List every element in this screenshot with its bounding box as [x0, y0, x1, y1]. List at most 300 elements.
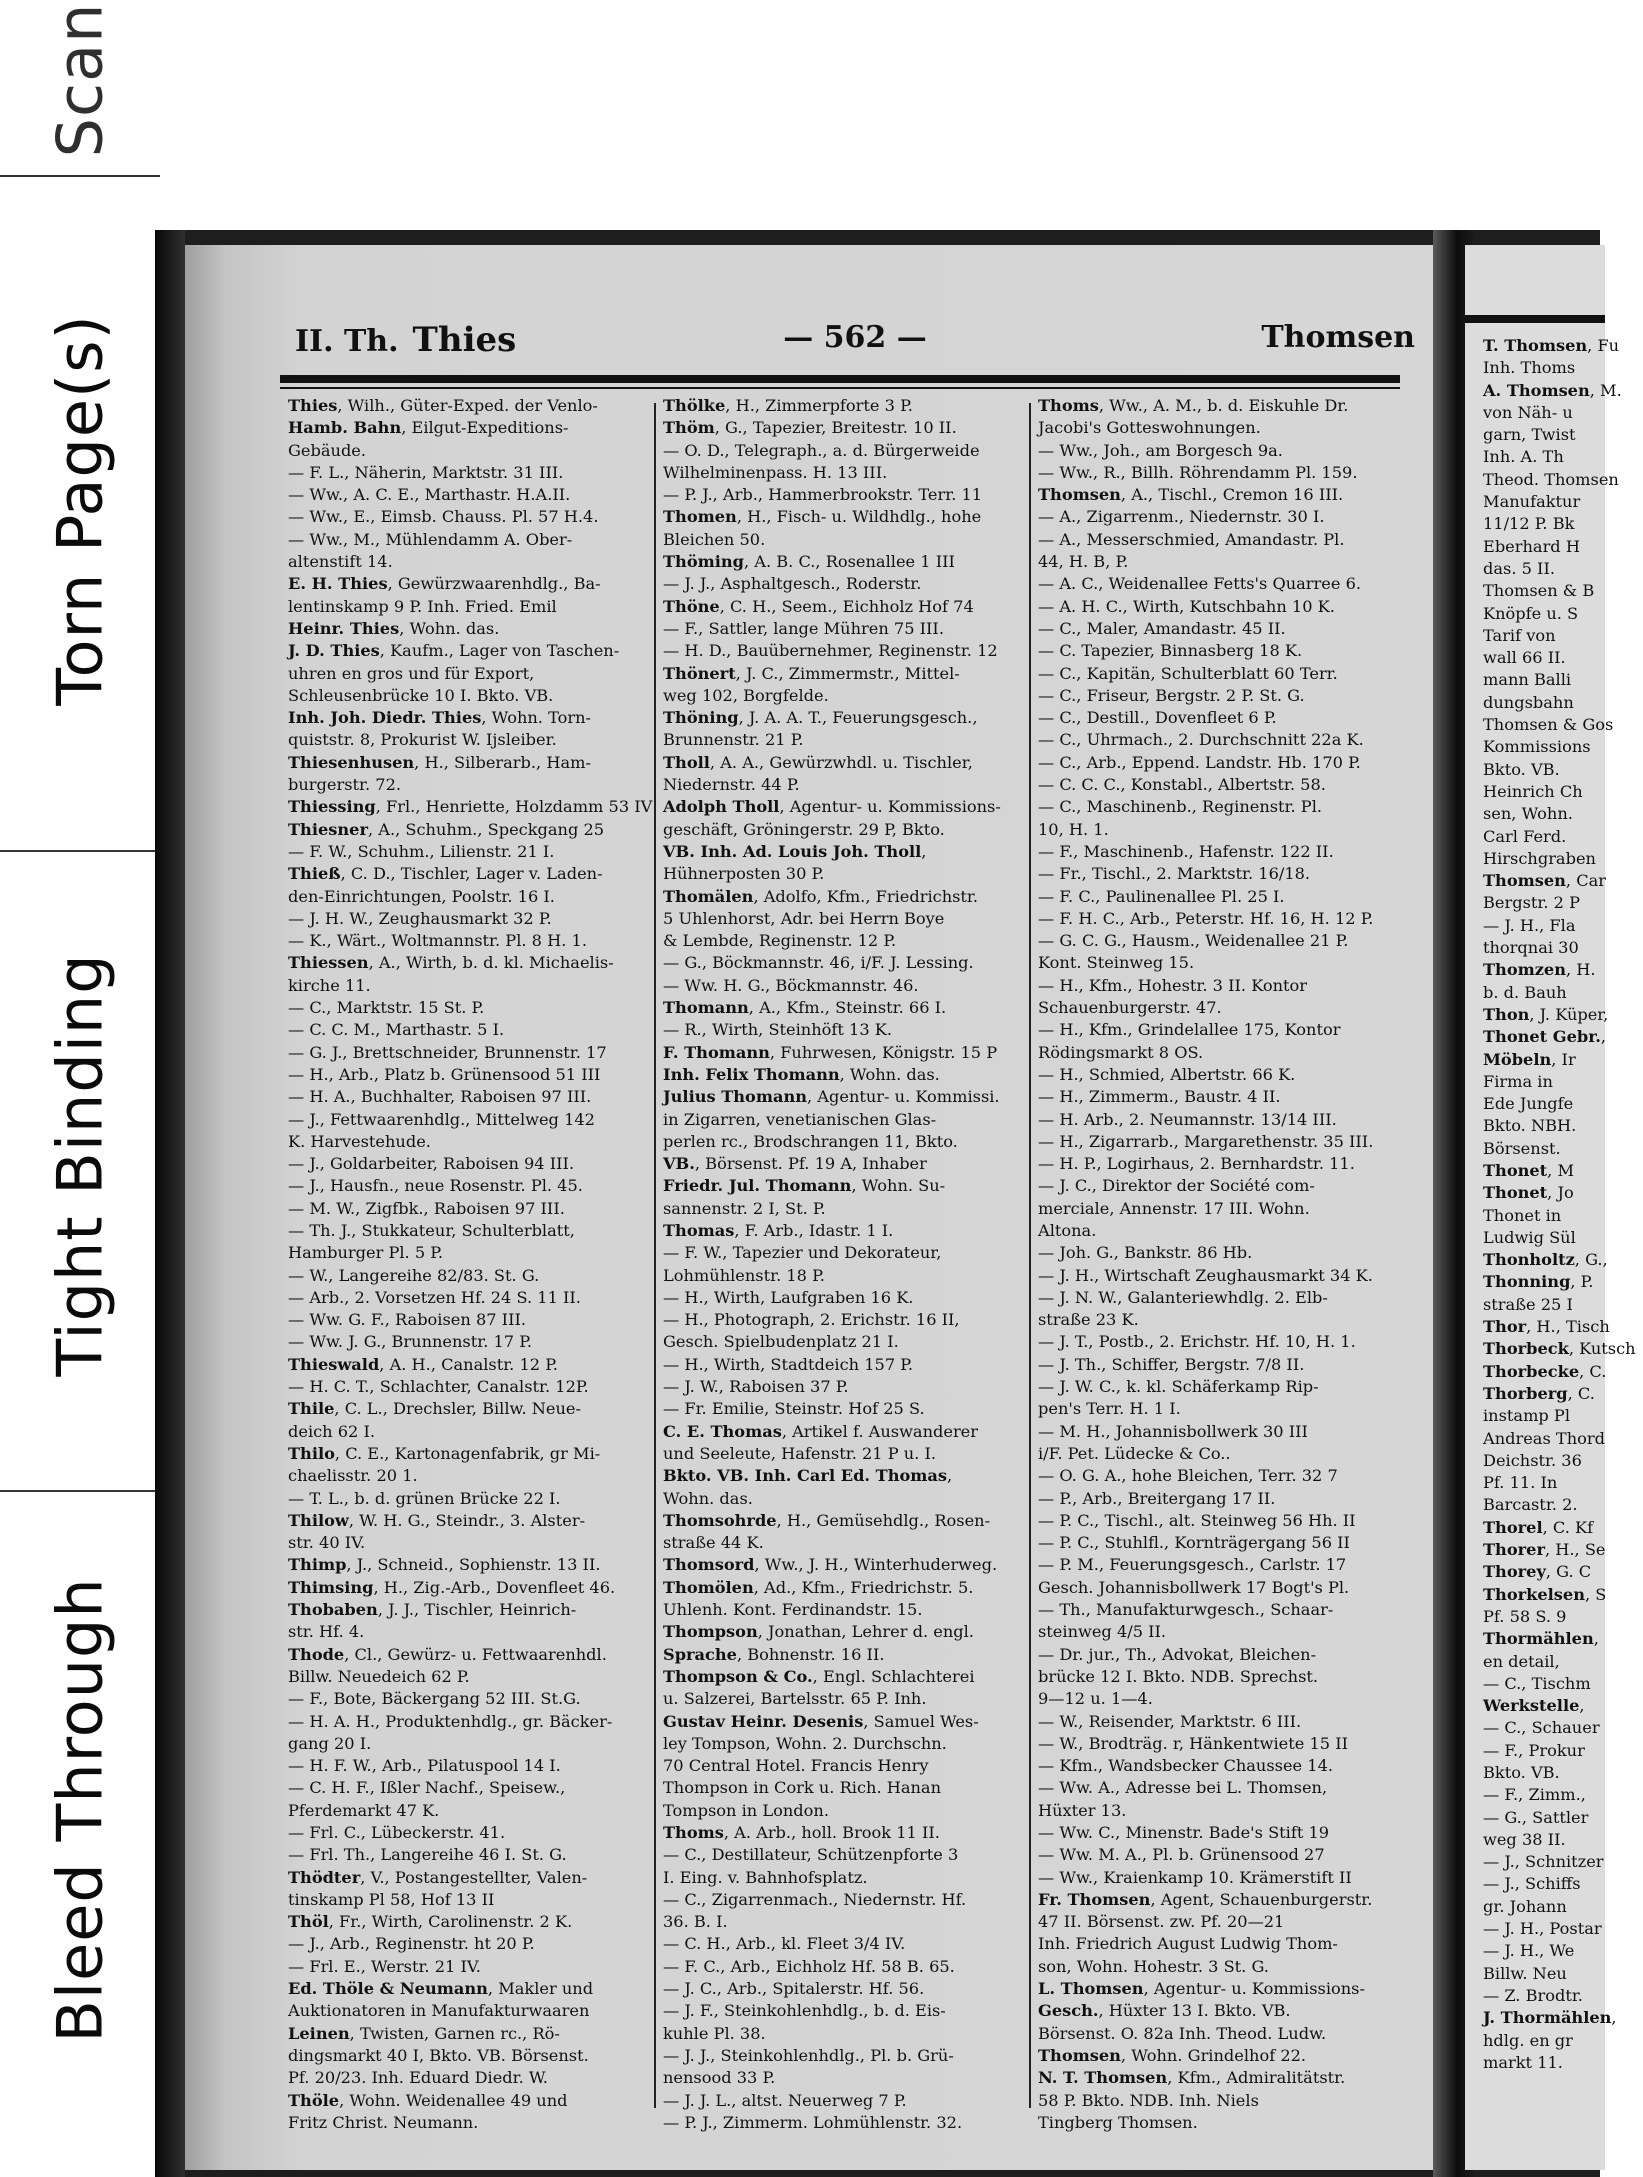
directory-entry-line: Fr. Thomsen, Agent, Schauenburgerstr.	[1038, 1889, 1373, 1909]
right-page-entry-line: Thomzen, H.	[1483, 960, 1596, 980]
right-page-entry-line: Möbeln, Ir	[1483, 1049, 1576, 1069]
directory-entry-line: Adolph Tholl, Agentur- u. Kommissions-	[663, 797, 1001, 817]
right-page-header-rule	[1465, 315, 1605, 323]
directory-entry-line: K. Harvestehude.	[288, 1131, 431, 1151]
directory-entry-line: — Th. J., Stukkateur, Schulterblatt,	[288, 1220, 575, 1240]
right-page-entry-line: Barcastr. 2.	[1483, 1495, 1578, 1515]
directory-entry-line: Thiessing, Frl., Henriette, Holzdamm 53 IV	[288, 797, 653, 817]
directory-entry-line: chaelisstr. 20 1.	[288, 1466, 418, 1486]
directory-entry-line: — Fr., Tischl., 2. Marktstr. 16/18.	[1038, 864, 1311, 884]
directory-entry-line: merciale, Annenstr. 17 III. Wohn.	[1038, 1198, 1310, 1218]
right-page-entry-line: J. Thormählen,	[1483, 2008, 1617, 2028]
right-page-entry-line: — G., Sattler	[1483, 1807, 1589, 1827]
directory-entry-line: Thode, Cl., Gewürz- u. Fettwaarenhdl.	[288, 1644, 607, 1664]
directory-entry-line: — O. D., Telegraph., a. d. Bürgerweide	[663, 440, 980, 460]
page-number: — 562 —	[783, 320, 927, 355]
directory-entry-line: — Frl. C., Lübeckerstr. 41.	[288, 1823, 506, 1842]
directory-entry-line: — Dr. jur., Th., Advokat, Bleichen-	[1038, 1644, 1317, 1664]
directory-entry-line: Sprache, Bohnenstr. 16 II.	[663, 1644, 885, 1664]
right-page-entry-line: Thorkelsen, S	[1483, 1584, 1607, 1604]
book-edge	[155, 230, 185, 2177]
directory-entry-line: — F. C., Arb., Eichholz Hf. 58 B. 65.	[663, 1956, 955, 1976]
directory-entry-line: — Ww., Joh., am Borgesch 9a.	[1038, 440, 1283, 460]
directory-entry-line: Thilow, W. H. G., Steindr., 3. Alster-	[288, 1510, 586, 1530]
directory-entry-line: — K., Wärt., Woltmannstr. Pl. 8 H. 1.	[288, 931, 587, 951]
directory-entry-line: — C. Tapezier, Binnasberg 18 K.	[1038, 641, 1303, 661]
directory-entry-line: Thöning, J. A. A. T., Feuerungsgesch.,	[663, 708, 978, 728]
directory-entry-line: Hühnerposten 30 P.	[663, 864, 825, 884]
directory-entry-line: steinweg 4/5 II.	[1038, 1622, 1167, 1642]
directory-entry-line: Thöl, Fr., Wirth, Carolinenstr. 2 K.	[288, 1912, 573, 1932]
right-page-entry-line: Thonet, Jo	[1483, 1183, 1574, 1203]
directory-entry-line: Thiesenhusen, H., Silberarb., Ham-	[288, 752, 591, 772]
directory-entry-line: 58 P. Bkto. NDB. Inh. Niels	[1038, 2090, 1259, 2110]
directory-entry-line: Thöne, C. H., Seem., Eichholz Hof 74	[663, 596, 974, 616]
right-page-entry-line: Thomsen & Gos	[1483, 715, 1614, 735]
directory-entry-line: — H., Kfm., Grindelallee 175, Kontor	[1038, 1020, 1341, 1040]
right-page-entry-line: Billw. Neu	[1483, 1963, 1567, 1983]
right-page-entry-line: sen, Wohn.	[1483, 804, 1573, 824]
directory-columns	[280, 395, 1400, 2132]
directory-entry-line: Inh. Joh. Diedr. Thies, Wohn. Torn-	[288, 708, 592, 728]
directory-entry-line: — J. J., Asphaltgesch., Roderstr.	[663, 574, 922, 594]
directory-entry-line: — H., Kfm., Hohestr. 3 II. Kontor	[1038, 975, 1308, 995]
right-page-entry-line: Bkto. NBH.	[1483, 1116, 1577, 1136]
directory-entry-line: Thomölen, Ad., Kfm., Friedrichstr. 5.	[663, 1577, 974, 1597]
directory-entry-line: Thödter, V., Postangestellter, Valen-	[288, 1867, 588, 1887]
tag-scan: Scan	[43, 2, 117, 158]
directory-entry-line: VB., Börsenst. Pf. 19 A, Inhaber	[663, 1154, 927, 1174]
right-page-entry-line: Ede Jungfe	[1483, 1094, 1574, 1114]
right-page-entry-line: Thorer, H., Se	[1483, 1540, 1606, 1560]
directory-entry-line: lentinskamp 9 P. Inh. Fried. Emil	[288, 596, 557, 616]
directory-entry-line: — A. C., Weidenallee Fetts's Quarree 6.	[1038, 574, 1362, 594]
directory-entry-line: — C., Marktstr. 15 St. P.	[288, 998, 485, 1018]
directory-entry-line: — Fr. Emilie, Steinstr. Hof 25 S.	[663, 1399, 925, 1419]
right-page-entry-line: garn, Twist	[1483, 425, 1576, 445]
right-page-entry-line: gr. Johann	[1483, 1896, 1567, 1916]
right-page-entry-line: Tarif von	[1483, 625, 1556, 645]
directory-entry-line: u. Salzerei, Bartelsstr. 65 P. Inh.	[663, 1689, 927, 1709]
right-page-entry-line: Carl Ferd.	[1483, 826, 1567, 846]
right-page-entry-line: wall 66 II.	[1483, 648, 1566, 668]
right-page-entry-line: — F., Zimm.,	[1483, 1785, 1586, 1805]
directory-entry-line: — F. W., Tapezier und Dekorateur,	[663, 1243, 942, 1263]
directory-entry-line: — O. G. A., hohe Bleichen, Terr. 32 7	[1038, 1466, 1338, 1486]
directory-entry-line: — J., Goldarbeiter, Raboisen 94 III.	[288, 1154, 575, 1174]
directory-entry-line: — C., Maler, Amandastr. 45 II.	[1038, 618, 1286, 638]
directory-entry-line: Gesch. Johannisbollwerk 17 Bogt's Pl.	[1038, 1577, 1350, 1597]
directory-entry-line: Thomsord, Ww., J. H., Winterhuderweg.	[663, 1555, 998, 1575]
directory-entry-line: Thompson in Cork u. Rich. Hanan	[663, 1778, 942, 1798]
directory-entry-line: Wohn. das.	[663, 1488, 753, 1508]
right-page-entry-line: Ludwig Sül	[1483, 1227, 1576, 1247]
directory-entry-line: tinskamp Pl 58, Hof 13 II	[288, 1889, 495, 1909]
directory-entry-line: — H. D., Bauübernehmer, Reginenstr. 12	[663, 641, 998, 661]
directory-entry-line: — Ww. G. F., Raboisen 87 III.	[288, 1310, 527, 1330]
directory-entry-line: — P. J., Zimmerm. Lohmühlenstr. 32.	[663, 2112, 963, 2132]
directory-entry-line: — J., Fettwaarenhdlg., Mittelweg 142	[288, 1109, 595, 1129]
right-page-entry-line: en detail,	[1483, 1651, 1560, 1671]
right-page-fragment	[1465, 245, 1636, 2170]
directory-entry-line: F. Thomann, Fuhrwesen, Königstr. 15 P	[663, 1042, 998, 1062]
right-page-entry-line: Theod. Thomsen	[1483, 469, 1619, 489]
directory-entry-line: — F. C., Paulinenallee Pl. 25 I.	[1038, 886, 1285, 906]
directory-entry-line: — J. W. C., k. kl. Schäferkamp Rip-	[1038, 1377, 1319, 1397]
directory-entry-line: — Frl. E., Werstr. 21 IV.	[288, 1956, 481, 1976]
right-page-entry-line: Pf. 58 S. 9	[1483, 1606, 1567, 1626]
directory-entry-line: Wilhelminenpass. H. 13 III.	[663, 462, 888, 482]
directory-entry-line: Gesch., Hüxter 13 I. Bkto. VB.	[1038, 2001, 1291, 2021]
directory-entry-line: — Ww., M., Mühlendamm A. Ober-	[288, 529, 573, 549]
right-page-entry-line: Kommissions	[1483, 737, 1591, 757]
right-page-entry-line: thorqnai 30	[1483, 938, 1579, 958]
directory-entry-line: E. H. Thies, Gewürzwaarenhdlg., Ba-	[288, 574, 601, 594]
directory-entry-line: Thölke, H., Zimmerpforte 3 P.	[663, 396, 913, 415]
directory-entry-line: straße 44 K.	[663, 1533, 764, 1553]
running-head-left	[295, 320, 516, 360]
directory-entry-line: brücke 12 I. Bkto. NDB. Sprechst.	[1038, 1666, 1319, 1686]
header-rule	[280, 375, 1400, 383]
directory-entry-line: Thieß, C. D., Tischler, Lager v. Laden-	[288, 864, 603, 884]
directory-entry-line: weg 102, Borgfelde.	[663, 685, 829, 705]
directory-entry-line: — W., Reisender, Marktstr. 6 III.	[1038, 1711, 1302, 1731]
directory-entry-line: — J. J. L., altst. Neuerweg 7 P.	[663, 2090, 907, 2110]
left-headword: Thies	[412, 320, 517, 360]
directory-entry-line: — J. J., Steinkohlenhdlg., Pl. b. Grü-	[663, 2045, 954, 2065]
right-page-entry-line: Thonholtz, G.,	[1483, 1250, 1608, 1270]
right-page-entry-line: das. 5 II.	[1483, 558, 1555, 578]
directory-entry-line: Thomas, F. Arb., Idastr. 1 I.	[663, 1220, 894, 1240]
directory-entry-line: — J. F., Steinkohlenhdlg., b. d. Eis-	[663, 2001, 946, 2021]
directory-entry-line: Billw. Neuedeich 62 P.	[288, 1666, 470, 1686]
directory-entry-line: deich 62 I.	[288, 1421, 376, 1441]
directory-entry-line: — F. W., Schuhm., Lilienstr. 21 I.	[288, 841, 555, 861]
directory-entry-line: — C., Kapitän, Schulterblatt 60 Terr.	[1038, 663, 1338, 683]
directory-entry-line: Tholl, A. A., Gewürzwhdl. u. Tischler,	[663, 752, 973, 772]
directory-entry-line: Thomen, H., Fisch- u. Wildhdlg., hohe	[663, 507, 982, 527]
tag-divider	[0, 1490, 160, 1492]
directory-entry-line: — J. C., Direktor der Société com-	[1038, 1176, 1315, 1196]
right-page-entry-line: von Näh- u	[1483, 402, 1573, 422]
directory-entry-line: Thilo, C. E., Kartonagenfabrik, gr Mi-	[288, 1443, 601, 1463]
directory-entry-line: — F., Maschinenb., Hafenstr. 122 II.	[1038, 841, 1334, 861]
directory-entry-line: — P. C., Stuhlfl., Kornträgergang 56 II	[1038, 1533, 1350, 1553]
column-divider	[654, 403, 656, 2108]
directory-entry-line: 9—12 u. 1—4.	[1038, 1689, 1153, 1709]
directory-entry-line: Heinr. Thies, Wohn. das.	[288, 618, 500, 638]
directory-entry-line: Thimp, J., Schneid., Sophienstr. 13 II.	[288, 1555, 601, 1575]
directory-entry-line: Thoms, A. Arb., holl. Brook 11 II.	[663, 1823, 940, 1842]
scanned-spread	[155, 230, 1636, 2177]
tag-torn-pages: Torn Page(s)	[43, 314, 117, 706]
directory-entry-line: Hüxter 13.	[1038, 1800, 1127, 1820]
directory-entry-line: Bleichen 50.	[663, 529, 766, 549]
directory-entry-line: Kont. Steinweg 15.	[1038, 953, 1195, 973]
directory-entry-line: — R., Wirth, Steinhöft 13 K.	[663, 1020, 893, 1040]
right-page-column	[1483, 335, 1643, 2074]
right-headword: Thomsen	[1261, 320, 1415, 355]
directory-entry-line: — C., Destill., Dovenfleet 6 P.	[1038, 708, 1277, 728]
directory-entry-line: son, Wohn. Hohestr. 3 St. G.	[1038, 1956, 1269, 1976]
directory-entry-line: str. 40 IV.	[288, 1533, 366, 1553]
directory-entry-line: Julius Thomann, Agentur- u. Kommissi.	[663, 1087, 1000, 1107]
directory-entry-line: Lohmühlenstr. 18 P.	[663, 1265, 825, 1285]
directory-entry-line: — T. L., b. d. grünen Brücke 22 I.	[288, 1488, 561, 1508]
directory-entry-line: 5 Uhlenhorst, Adr. bei Herrn Boye	[663, 908, 945, 928]
directory-entry-line: Gesch. Spielbudenplatz 21 I.	[663, 1332, 899, 1352]
right-page-entry-line: markt 11.	[1483, 2052, 1563, 2072]
directory-entry-line: dingsmarkt 40 I, Bkto. VB. Börsenst.	[288, 2045, 589, 2065]
directory-entry-line: — Frl. Th., Langereihe 46 I. St. G.	[288, 1845, 567, 1865]
directory-entry-line: Niedernstr. 44 P.	[663, 775, 800, 795]
right-page-entry-line: Thomsen & B	[1483, 581, 1595, 601]
directory-entry-line: — Ww., E., Eimsb. Chauss. Pl. 57 H.4.	[288, 507, 599, 527]
directory-entry-line: — C. C. M., Marthastr. 5 I.	[288, 1020, 505, 1040]
directory-entry-line: Altona.	[1038, 1220, 1097, 1240]
directory-entry-line: Brunnenstr. 21 P.	[663, 730, 804, 750]
directory-entry-line: — H., Wirth, Laufgraben 16 K.	[663, 1287, 914, 1307]
right-page-entry-line: Hirschgraben	[1483, 848, 1596, 868]
directory-entry-line: — A. H. C., Wirth, Kutschbahn 10 K.	[1038, 596, 1335, 616]
directory-entry-line: J. D. Thies, Kaufm., Lager von Taschen-	[288, 641, 620, 661]
directory-entry-line: Tingberg Thomsen.	[1038, 2112, 1198, 2132]
directory-entry-line: — J. W., Raboisen 37 P.	[663, 1377, 849, 1397]
directory-entry-line: Tompson in London.	[663, 1800, 829, 1820]
right-page-entry-line: — J. H., We	[1483, 1941, 1575, 1961]
directory-entry-line: — C., Uhrmach., 2. Durchschnitt 22a K.	[1038, 730, 1364, 750]
directory-entry-line: — A., Messerschmied, Amandastr. Pl.	[1038, 529, 1345, 549]
right-page-entry-line: T. Thomsen, Fu	[1483, 336, 1620, 355]
right-page-entry-line: Thomsen, Car	[1483, 871, 1606, 891]
directory-entry-line: N. T. Thomsen, Kfm., Admiralitätstr.	[1038, 2068, 1346, 2088]
directory-entry-line: — F., Sattler, lange Mühren 75 III.	[663, 618, 944, 638]
directory-entry-line: Auktionatoren in Manufakturwaaren	[288, 2001, 590, 2021]
directory-entry-line: Inh. Friedrich August Ludwig Thom-	[1038, 1934, 1338, 1954]
right-page-entry-line: — C., Schauer	[1483, 1718, 1600, 1738]
column-divider	[1029, 403, 1031, 2108]
directory-entry-line: — C., Maschinenb., Reginenstr. Pl.	[1038, 797, 1323, 817]
right-page-entry-line: Thonning, P.	[1483, 1272, 1594, 1292]
directory-entry-line: — H., Schmied, Albertstr. 66 K.	[1038, 1064, 1296, 1084]
directory-entry-line: Thiessen, A., Wirth, b. d. kl. Michaelis-	[288, 953, 614, 973]
directory-entry-line: — H., Arb., Platz b. Grünensood 51 III	[288, 1064, 601, 1084]
right-page-entry-line: Werkstelle,	[1483, 1696, 1585, 1716]
directory-entry-line: Thimsing, H., Zig.-Arb., Dovenfleet 46.	[288, 1577, 616, 1597]
directory-entry-line: ley Tompson, Wohn. 2. Durchschn.	[663, 1733, 947, 1753]
directory-entry-line: — Th., Manufakturwgesch., Schaar-	[1038, 1600, 1334, 1620]
right-page-entry-line: — F., Prokur	[1483, 1740, 1585, 1760]
directory-entry-line: — H. A. H., Produktenhdlg., gr. Bäcker-	[288, 1711, 613, 1731]
directory-entry-line: Ed. Thöle & Neumann, Makler und	[288, 1979, 594, 1999]
right-page-entry-line: — J. H., Fla	[1483, 915, 1576, 935]
directory-entry-line: — Ww., R., Billh. Röhrendamm Pl. 159.	[1038, 462, 1358, 482]
directory-entry-line: uhren en gros und für Export,	[288, 663, 535, 683]
right-page-entry-line: Deichstr. 36	[1483, 1450, 1582, 1470]
directory-entry-line: den-Einrichtungen, Poolstr. 16 I.	[288, 886, 555, 906]
right-page-entry-line: Inh. Thoms	[1483, 358, 1576, 378]
directory-entry-line: Börsenst. O. 82a Inh. Theod. Ludw.	[1038, 2023, 1327, 2043]
directory-entry-line: L. Thomsen, Agentur- u. Kommissions-	[1038, 1979, 1365, 1999]
tag-divider	[0, 850, 160, 852]
right-page-entry-line: — J., Schnitzer	[1483, 1852, 1604, 1872]
right-page-entry-line: Pf. 11. In	[1483, 1473, 1558, 1493]
directory-entry-line: in Zigarren, venetianischen Glas-	[663, 1109, 937, 1129]
right-page-entry-line: Heinrich Ch	[1483, 781, 1583, 801]
right-page-entry-line: Thorbeck, Kutsch	[1483, 1339, 1636, 1359]
column-2	[663, 395, 1025, 2132]
right-page-entry-line: mann Balli	[1483, 670, 1572, 690]
directory-entry-line: — W., Langereihe 82/83. St. G.	[288, 1265, 540, 1285]
header-rule-thin	[280, 387, 1400, 389]
directory-entry-line: straße 23 K.	[1038, 1310, 1139, 1330]
right-page-entry-line: — Z. Brodtr.	[1483, 1985, 1583, 2005]
column-3	[1038, 395, 1400, 2132]
directory-entry-line: Thöle, Wohn. Weidenallee 49 und	[288, 2090, 568, 2110]
directory-entry-line: Thomann, A., Kfm., Steinstr. 66 I.	[663, 998, 947, 1018]
directory-entry-line: & Lembde, Reginenstr. 12 P.	[663, 931, 897, 951]
directory-entry-line: — Kfm., Wandsbecker Chaussee 14.	[1038, 1756, 1334, 1776]
directory-entry-line: — J., Hausfn., neue Rosenstr. Pl. 45.	[288, 1176, 583, 1196]
directory-entry-line: Thompson, Jonathan, Lehrer d. engl.	[663, 1622, 974, 1642]
directory-entry-line: — H., Zigarrarb., Margarethenstr. 35 III.	[1038, 1131, 1374, 1151]
directory-entry-line: — C., Friseur, Bergstr. 2 P. St. G.	[1038, 685, 1305, 705]
directory-entry-line: C. E. Thomas, Artikel f. Auswanderer	[663, 1421, 978, 1441]
tag-bleed-through: Bleed Through	[43, 1577, 117, 2043]
right-page-entry-line: A. Thomsen, M.	[1483, 380, 1622, 400]
directory-entry-line: — J. Th., Schiffer, Bergstr. 7/8 II.	[1038, 1354, 1305, 1374]
directory-entry-line: — Ww. C., Minenstr. Bade's Stift 19	[1038, 1823, 1330, 1842]
directory-entry-line: — A., Zigarrenm., Niedernstr. 30 I.	[1038, 507, 1325, 527]
directory-entry-line: Thile, C. L., Drechsler, Billw. Neue-	[288, 1399, 581, 1419]
tag-strip	[0, 0, 160, 2177]
directory-entry-line: Thönert, J. C., Zimmermstr., Mittel-	[663, 663, 960, 683]
right-page-entry-line: Thonet in	[1483, 1205, 1562, 1225]
right-page-entry-line: straße 25 I	[1483, 1294, 1573, 1314]
directory-entry-line: — Ww. J. G., Brunnenstr. 17 P.	[288, 1332, 532, 1352]
directory-entry-line: Hamburger Pl. 5 P.	[288, 1243, 444, 1263]
directory-entry-line: — F. L., Näherin, Marktstr. 31 III.	[288, 462, 564, 482]
directory-entry-line: Thompson & Co., Engl. Schlachterei	[663, 1666, 975, 1686]
directory-entry-line: — H., Zimmerm., Baustr. 4 II.	[1038, 1087, 1281, 1107]
right-page-entry-line: Thonet Gebr.,	[1483, 1027, 1607, 1047]
directory-entry-line: 70 Central Hotel. Francis Henry	[663, 1756, 929, 1776]
directory-entry-line: — M. H., Johannisbollwerk 30 III	[1038, 1421, 1308, 1441]
right-page-entry-line: b. d. Bauh	[1483, 982, 1567, 1002]
directory-entry-line: Thomsen, A., Tischl., Cremon 16 III.	[1038, 485, 1344, 505]
directory-entry-line: Hamb. Bahn, Eilgut-Expeditions-	[288, 418, 569, 438]
right-page-entry-line: Thormählen,	[1483, 1629, 1599, 1649]
directory-entry-line: — H. C. T., Schlachter, Canalstr. 12P.	[288, 1377, 589, 1397]
directory-entry-line: — H. A., Buchhalter, Raboisen 97 III.	[288, 1087, 592, 1107]
directory-entry-line: Thomsohrde, H., Gemüsehdlg., Rosen-	[663, 1510, 991, 1530]
directory-entry-line: Jacobi's Gotteswohnungen.	[1038, 418, 1261, 438]
directory-entry-line: — J. H., Wirtschaft Zeughausmarkt 34 K.	[1038, 1265, 1373, 1285]
directory-entry-line: — H. Arb., 2. Neumannstr. 13/14 III.	[1038, 1109, 1337, 1129]
directory-entry-line: — Ww. M. A., Pl. b. Grünensood 27	[1038, 1845, 1325, 1865]
directory-entry-line: Thoms, Ww., A. M., b. d. Eiskuhle Dr.	[1038, 396, 1349, 415]
directory-entry-line: Rödingsmarkt 8 OS.	[1038, 1042, 1204, 1062]
directory-entry-line: — C., Destillateur, Schützenpforte 3	[663, 1845, 959, 1865]
right-page-entry-line: — J., Schiffs	[1483, 1874, 1581, 1894]
right-page-entry-line: Thorey, G. C	[1483, 1562, 1592, 1582]
right-page-entry-line: 11/12 P. Bk	[1483, 514, 1575, 534]
directory-entry-line: — J. T., Postb., 2. Erichstr. Hf. 10, H. 1.	[1038, 1332, 1356, 1352]
directory-entry-line: Thieswald, A. H., Canalstr. 12 P.	[288, 1354, 558, 1374]
directory-entry-line: — J. C., Arb., Spitalerstr. Hf. 56.	[663, 1979, 925, 1999]
directory-entry-line: — J. H. W., Zeughausmarkt 32 P.	[288, 908, 552, 928]
right-page-entry-line: Bergstr. 2 P	[1483, 893, 1580, 913]
right-page-entry-line: Thon, J. Küper,	[1483, 1004, 1609, 1024]
directory-entry-line: — G. C. G., Hausm., Weidenallee 21 P.	[1038, 931, 1349, 951]
directory-entry-line: — C. H., Arb., kl. Fleet 3/4 IV.	[663, 1934, 906, 1954]
directory-entry-line: — C., Arb., Eppend. Landstr. Hb. 170 P.	[1038, 752, 1361, 772]
right-page-entry-line: Firma in	[1483, 1071, 1553, 1091]
right-page-entry-line: hdlg. en gr	[1483, 2030, 1573, 2050]
directory-entry-line: Inh. Felix Thomann, Wohn. das.	[663, 1064, 940, 1084]
directory-entry-line: Thiesner, A., Schuhm., Speckgang 25	[288, 819, 605, 839]
directory-entry-line: — H. P., Logirhaus, 2. Bernhardstr. 11.	[1038, 1154, 1355, 1174]
right-page-entry-line: Bkto. VB.	[1483, 759, 1560, 779]
directory-entry-line: — P. C., Tischl., alt. Steinweg 56 Hh. II	[1038, 1510, 1356, 1530]
right-page-entry-line: Thorel, C. Kf	[1483, 1517, 1594, 1537]
directory-entry-line: Leinen, Twisten, Garnen rc., Rö-	[288, 2023, 560, 2043]
directory-entry-line: geschäft, Gröningerstr. 29 P, Bkto.	[663, 819, 945, 839]
right-page-entry-line: — J. H., Postar	[1483, 1919, 1602, 1939]
directory-entry-line: Gustav Heinr. Desenis, Samuel Wes-	[663, 1711, 979, 1731]
directory-entry-line: — H. F. W., Arb., Pilatuspool 14 I.	[288, 1756, 561, 1776]
directory-entry-line: Bkto. VB. Inh. Carl Ed. Thomas,	[663, 1466, 953, 1486]
directory-entry-line: quiststr. 8, Prokurist W. Ijsleiber.	[288, 730, 557, 750]
running-head	[295, 320, 1415, 360]
tag-tight-binding: Tight Binding	[43, 953, 117, 1377]
directory-entry-line: Thöm, G., Tapezier, Breitestr. 10 II.	[663, 418, 957, 438]
directory-entry-line: 36. B. I.	[663, 1912, 728, 1932]
left-page	[185, 245, 1435, 2170]
directory-entry-line: — Ww., Kraienkamp 10. Krämerstift II	[1038, 1867, 1352, 1887]
directory-entry-line: Thöming, A. B. C., Rosenallee 1 III	[663, 552, 955, 572]
directory-entry-line: — Arb., 2. Vorsetzen Hf. 24 S. 11 II.	[288, 1287, 581, 1307]
directory-entry-line: Schleusenbrücke 10 I. Bkto. VB.	[288, 685, 554, 705]
directory-entry-line: Thies, Wilh., Güter-Exped. der Venlo-	[288, 396, 598, 415]
directory-entry-line: — F., Bote, Bäckergang 52 III. St.G.	[288, 1689, 581, 1709]
directory-entry-line: Schauenburgerstr. 47.	[1038, 998, 1222, 1018]
directory-entry-line: Gebäude.	[288, 440, 367, 460]
directory-entry-line: — G. J., Brettschneider, Brunnenstr. 17	[288, 1042, 607, 1062]
volume-label: II. Th.	[295, 324, 399, 359]
right-page-entry-line: Thor, H., Tisch	[1483, 1317, 1610, 1337]
directory-entry-line: Friedr. Jul. Thomann, Wohn. Su-	[663, 1176, 946, 1196]
directory-entry-line: — C. H. F., Ißler Nachf., Speisew.,	[288, 1778, 566, 1798]
right-page-entry-line: Eberhard H	[1483, 536, 1580, 556]
right-page-entry-line: Thorbecke, C.	[1483, 1361, 1607, 1381]
directory-entry-line: — P., Arb., Breitergang 17 II.	[1038, 1488, 1276, 1508]
directory-entry-line: 47 II. Börsenst. zw. Pf. 20—21	[1038, 1912, 1285, 1932]
directory-entry-line: Fritz Christ. Neumann.	[288, 2112, 479, 2132]
tag-divider	[0, 175, 160, 177]
directory-entry-line: 44, H. B, P.	[1038, 552, 1129, 572]
right-page-entry-line: instamp Pl	[1483, 1406, 1570, 1426]
directory-entry-line: nensood 33 P.	[663, 2068, 776, 2088]
directory-entry-line: — H., Photograph, 2. Erichstr. 16 II,	[663, 1310, 960, 1330]
directory-entry-line: perlen rc., Brodschrangen 11, Bkto.	[663, 1131, 958, 1151]
directory-entry-line: — F. H. C., Arb., Peterstr. Hf. 16, H. 12 P.	[1038, 908, 1374, 928]
directory-entry-line: Uhlenh. Kont. Ferdinandstr. 15.	[663, 1600, 923, 1620]
directory-entry-line: — G., Böckmannstr. 46, i/F. J. Lessing.	[663, 953, 974, 973]
directory-entry-line: burgerstr. 72.	[288, 775, 402, 795]
directory-entry-line: VB. Inh. Ad. Louis Joh. Tholl,	[663, 841, 927, 861]
directory-entry-line: altenstift 14.	[288, 552, 393, 572]
